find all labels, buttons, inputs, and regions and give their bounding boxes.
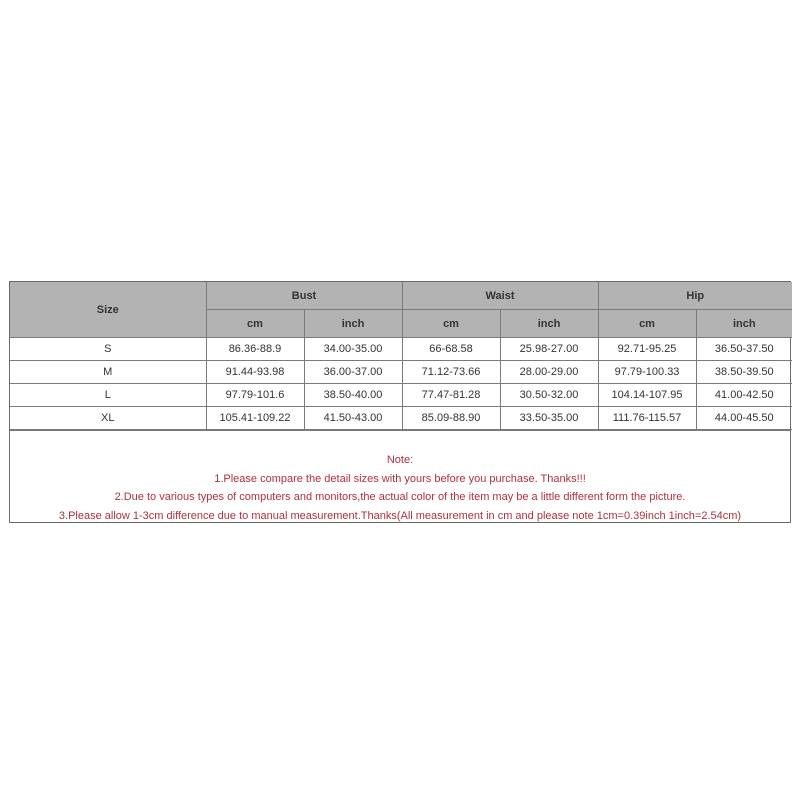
table-cell: 36.50-37.50 (696, 338, 792, 361)
table-cell: 111.76-115.57 (598, 407, 696, 430)
table-cell: 41.50-43.00 (304, 407, 402, 430)
table-row (10, 407, 792, 430)
table-cell: 36.00-37.00 (304, 361, 402, 384)
notes-section (10, 430, 790, 522)
size-cell: S (10, 338, 206, 361)
size-cell: L (10, 384, 206, 407)
table-row (10, 384, 792, 407)
table-cell: 38.50-40.00 (304, 384, 402, 407)
size-cell: XL (10, 407, 206, 430)
table-cell: 38.50-39.50 (696, 361, 792, 384)
table-cell: 97.79-100.33 (598, 361, 696, 384)
hip-group-header: Hip (598, 282, 792, 310)
size-table (10, 282, 792, 430)
table-cell: 25.98-27.00 (500, 338, 598, 361)
size-column-header: Size (10, 282, 206, 338)
table-cell: 66-68.58 (402, 338, 500, 361)
unit-header: inch (696, 310, 792, 338)
unit-header: cm (206, 310, 304, 338)
table-cell: 91.44-93.98 (206, 361, 304, 384)
table-cell: 30.50-32.00 (500, 384, 598, 407)
table-cell: 33.50-35.00 (500, 407, 598, 430)
table-cell: 97.79-101.6 (206, 384, 304, 407)
unit-header: cm (598, 310, 696, 338)
bust-group-header: Bust (206, 282, 402, 310)
table-cell: 77.47-81.28 (402, 384, 500, 407)
waist-group-header: Waist (402, 282, 598, 310)
table-cell: 85.09-88.90 (402, 407, 500, 430)
table-cell: 41.00-42.50 (696, 384, 792, 407)
unit-header: inch (500, 310, 598, 338)
note-item: 2.Due to various types of computers and monitors,the actual color of the item may be a little different form the picture. (114, 491, 686, 503)
table-header-row (10, 282, 792, 310)
table-cell: 92.71-95.25 (598, 338, 696, 361)
table-cell: 104.14-107.95 (598, 384, 696, 407)
note-title: Note: (386, 454, 414, 466)
size-chart (9, 281, 791, 523)
note-item: 3.Please allow 1-3cm difference due to manual measurement.Thanks(All measurement in cm and please note 1cm=0.39inch 1inch=2.54cm) (58, 509, 742, 522)
table-cell: 86.36-88.9 (206, 338, 304, 361)
table-cell: 105.41-109.22 (206, 407, 304, 430)
unit-header: cm (402, 310, 500, 338)
table-row (10, 361, 792, 384)
table-cell: 44.00-45.50 (696, 407, 792, 430)
unit-header: inch (304, 310, 402, 338)
table-cell: 28.00-29.00 (500, 361, 598, 384)
table-row (10, 338, 792, 361)
size-cell: M (10, 361, 206, 384)
table-cell: 34.00-35.00 (304, 338, 402, 361)
table-cell: 71.12-73.66 (402, 361, 500, 384)
note-item: 1.Please compare the detail sizes with yours before you purchase. Thanks!!! (214, 472, 586, 485)
